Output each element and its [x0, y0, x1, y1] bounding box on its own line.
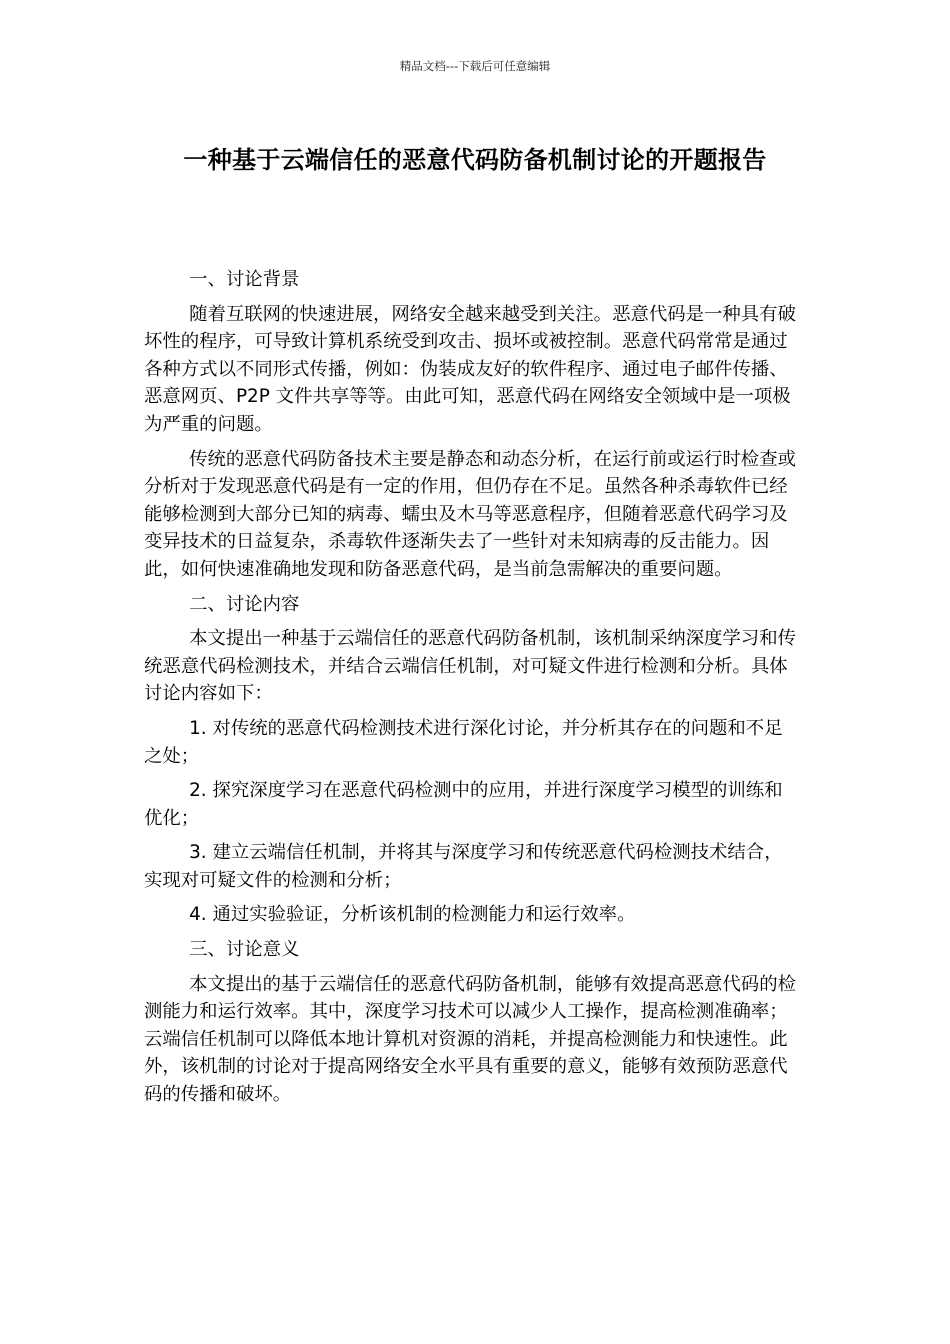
paragraph: 本文提出的基于云端信任的恶意代码防备机制，能够有效提高恶意代码的检测能力和运行效率。其中，深度学习技术可以减少人工操作，提高检测准确率；云端信任机制可以降低本地计算机对资源的消耗，并提高检测能力和快速性。此外，该机制的讨论对于提高网络安全水平具有重要的意义，能够有效预防恶意代码的传播和破坏。	[144, 973, 796, 1106]
paragraph: 传统的恶意代码防备技术主要是静态和动态分析，在运行前或运行时检查或分析对于发现恶意代码是有一定的作用，但仍存在不足。虽然各种杀毒软件已经能够检测到大部分已知的病毒、蠕虫及木马等恶意程序，但随着恶意代码学习及变异技术的日益复杂，杀毒软件逐渐失去了一些针对未知病毒的反击能力。因此，如何快速准确地发现和防备恶意代码，是当前急需解决的重要问题。	[144, 448, 796, 580]
list-item: 1. 对传统的恶意代码检测技术进行深化讨论，并分析其存在的问题和不足之处；	[144, 717, 783, 767]
paragraph: 随着互联网的快速进展，网络安全越来越受到关注。恶意代码是一种具有破坏性的程序，可导致计算机系统受到攻击、损坏或被控制。恶意代码常常是通过各种方式以不同形式传播，例如：伪装成友好的软件程序、通过电子邮件传播、恶意网页、P2P 文件共享等等。由此可知，恶意代码在网络安全领域中是一项极为严重的问题。	[144, 303, 796, 435]
list-item: 4. 通过实验验证，分析该机制的检测能力和运行效率。	[189, 904, 636, 926]
list-item: 3. 建立云端信任机制，并将其与深度学习和传统恶意代码检测技术结合，实现对可疑文件的检测和分析；	[144, 842, 783, 891]
section-heading-background: 一、讨论背景	[189, 269, 300, 290]
document-title: 一种基于云端信任的恶意代码防备机制讨论的开题报告	[183, 146, 767, 174]
section-heading-significance: 三、讨论意义	[189, 939, 300, 961]
page-header-note: 精品文档---下载后可任意编辑	[399, 59, 551, 73]
document-body	[144, 266, 796, 1116]
list-item: 2. 探究深度学习在恶意代码检测中的应用，并进行深度学习模型的训练和优化；	[144, 780, 783, 829]
paragraph: 本文提出一种基于云端信任的恶意代码防备机制，该机制采纳深度学习和传统恶意代码检测技术，并结合云端信任机制，对可疑文件进行检测和分析。具体讨论内容如下：	[144, 628, 796, 705]
section-heading-content: 二、讨论内容	[189, 593, 300, 615]
